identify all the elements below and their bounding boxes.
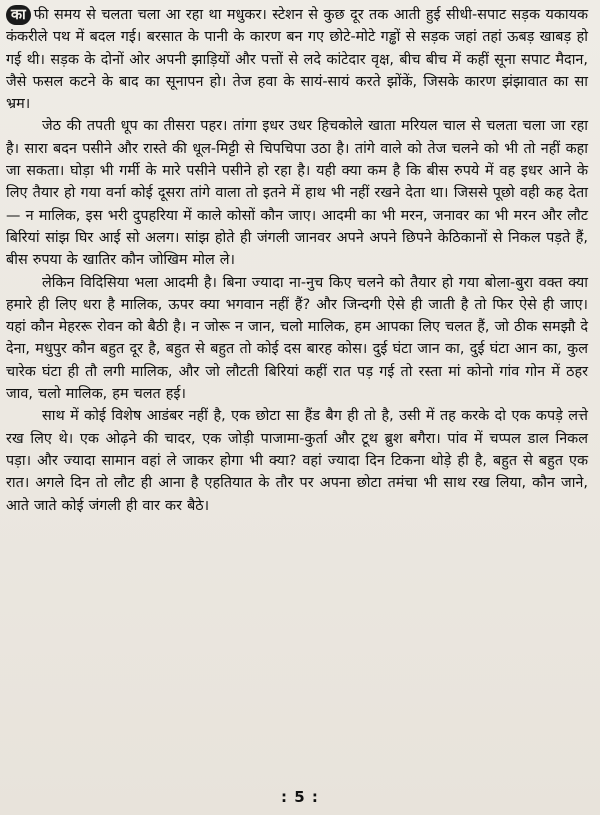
paragraph-1 [6, 4, 588, 115]
page-number: : 5 : [281, 788, 319, 806]
paragraph-2: जेठ की तपती धूप का तीसरा पहर। तांगा इधर उधर हिचकोले खाता मरियल चाल से चलता चला जा रहा है। सारा बदन पसीने और रास्ते की धूल-मिट्टी से चिपचिपा उठा है। तांगे वाले को तेज चलने को भी तो नहीं कहा जा सकता। घोड़ा भी गर्मी के मारे पसीने पसीने हो रहा है। यही क्या कम है कि बीस रुपये में वह इधर आने के लिए तैयार हो गया वर्ना कोई दूसरा तांगे वाला तो इतने में हाथ भी नहीं रखने देता था। जिससे पूछो वही कह देता— न मालिक, इस भरी दुपहरिया में काले कोसों कौन जाए। आदमी का भी मरन, जनावर का भी मरन और लौट बिरियां सांझ घिर आई सो अलग। सांझ होते ही जंगली जानवर अपने अपने छिपने केठिकानों से निकल पड़ते हैं, बीस रुपया के खातिर कौन जोखिम मोल ले। [6, 118, 588, 269]
paragraph-3: लेकिन विदिसिया भला आदमी है। बिना ज्यादा ना-नुच किए चलने को तैयार हो गया बोला-बुरा वक्त क्या हमारे ही लिए धरा है मालिक, ऊपर क्या भगवान नहीं हैं? और जिन्दगी ऐसे ही जाती है तो फिर ऐसे ही जाए। यहां कौन मेहररू रोवन को बैठी है। न जोरू न जान, चलो मालिक, हम आपका लिए चलत हैं, जो ठीक समझौ दे देना, मधुपुर कौन बहुत दूर है, बहुत से बहुत तो कोई दस बारह कोस। दुई घंटा जान का, दुई घंटा आन का, कुल चारेक घंटा ही तौ लगी मालिक, और जो लौटती बिरियां कहीं रात पड़ गई तो रस्ता मां कोनो गांव गोन में ठहर जाव, चलो मालिक, हम चलत हई। [6, 274, 588, 403]
drop-cap: का [6, 5, 31, 25]
paragraph-1-text: फी समय से चलता चला आ रहा था मधुकर। स्टेशन से कुछ दूर तक आती हुई सीधी-सपाट सड़क यकायक कंकरीले पथ में बदल गई। बरसात के पानी के कारण बन गए छोटे-मोटे गड्ढों से सड़क जहां तहां ऊबड़ खाबड़ हो गई थी। सड़क के दोनों ओर अपनी झाड़ियों और पत्तों से लदे कांटेदार वृक्ष, बीच बीच में कहीं सूना सपाट मैदान, जैसे फसल कटने के बाद का सूनापन हो। तेज हवा के सायं-सायं करते झोंकें, जिसके कारण झंझावात का सा भ्रम। [6, 7, 588, 113]
body-text [6, 4, 588, 517]
paragraph-4: साथ में कोई विशेष आडंबर नहीं है, एक छोटा सा हैंड बैग ही तो है, उसी में तह करके दो एक कपड़े लत्ते रख लिए थे। एक ओढ़ने की चादर, एक जोड़ी पाजामा-कुर्ता और टूथ ब्रुश बगैरा। पांव में चप्पल डाल निकल पड़ा। और ज्यादा सामान वहां ले जाकर होगा भी क्या? वहां ज्यादा दिन टिकना थोड़े ही है, बहुत से बहुत एक रात। अगले दिन तो लौट ही आना है एहतियात के तौर पर अपना छोटा तमंचा भी साथ रख लिया, कौन जाने, आते जाते कोई जंगली ही वार कर बैठे। [6, 408, 588, 514]
